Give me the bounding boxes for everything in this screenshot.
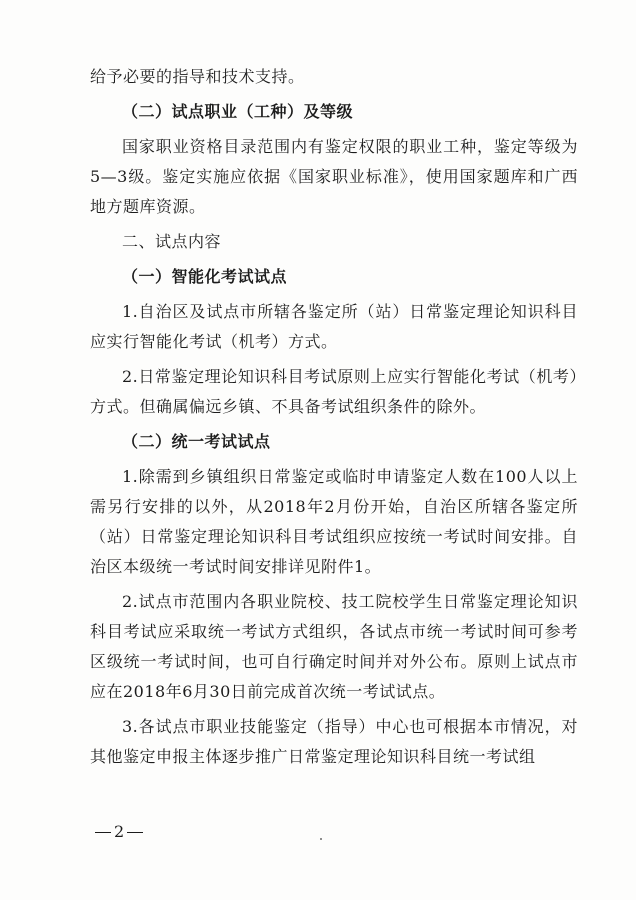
page-footer bbox=[92, 820, 146, 844]
footer-dash-left bbox=[95, 832, 111, 833]
section-heading-unified-exam: （二）统一考试试点 bbox=[122, 432, 271, 451]
document-body bbox=[90, 62, 578, 777]
main-heading-pilot-content: 二、试点内容 bbox=[122, 232, 222, 251]
footer-dash-right bbox=[127, 832, 143, 833]
paragraph-continuation: 给予必要的指导和技术支持。 bbox=[90, 67, 305, 86]
paragraph-unified-exam-3: 3.各试点市职业技能鉴定（指导）中心也可根据本市情况，对其他鉴定申报主体逐步推广日常鉴定理论知识科目统一考试组 bbox=[90, 717, 578, 766]
paragraph-smart-exam-1: 1.自治区及试点市所辖各鉴定所（站）日常鉴定理论知识科目应实行智能化考试（机考）方式。 bbox=[90, 302, 578, 351]
page-number: 2 bbox=[114, 822, 125, 841]
section-heading-occupations: （二）试点职业（工种）及等级 bbox=[122, 102, 354, 121]
paragraph-smart-exam-2: 2.日常鉴定理论知识科目考试原则上应实行智能化考试（机考）方式。但确属偏远乡镇、不具备考试组织条件的除外。 bbox=[90, 367, 578, 416]
section-heading-smart-exam: （一）智能化考试试点 bbox=[122, 267, 288, 286]
paragraph-unified-exam-2: 2.试点市范围内各职业院校、技工院校学生日常鉴定理论知识科目考试应采取统一考试方式组织，各试点市统一考试时间可参考区级统一考试时间，也可自行确定时间并对外公布。原则上试点市应在2018年6月30日前完成首次统一考试试点。 bbox=[90, 592, 578, 701]
paragraph-unified-exam-1: 1.除需到乡镇组织日常鉴定或临时申请鉴定人数在100人以上需另行安排的以外，从2018年2月份开始，自治区所辖各鉴定所（站）日常鉴定理论知识科目考试组织应按统一考试时间安排。自治区本级统一考试时间安排详见附件1。 bbox=[90, 467, 578, 576]
paragraph-occupations: 国家职业资格目录范围内有鉴定权限的职业工种，鉴定等级为5—3级。鉴定实施应依据《国家职业标准》，使用国家题库和广西地方题库资源。 bbox=[90, 137, 578, 216]
scan-speck bbox=[320, 838, 322, 840]
